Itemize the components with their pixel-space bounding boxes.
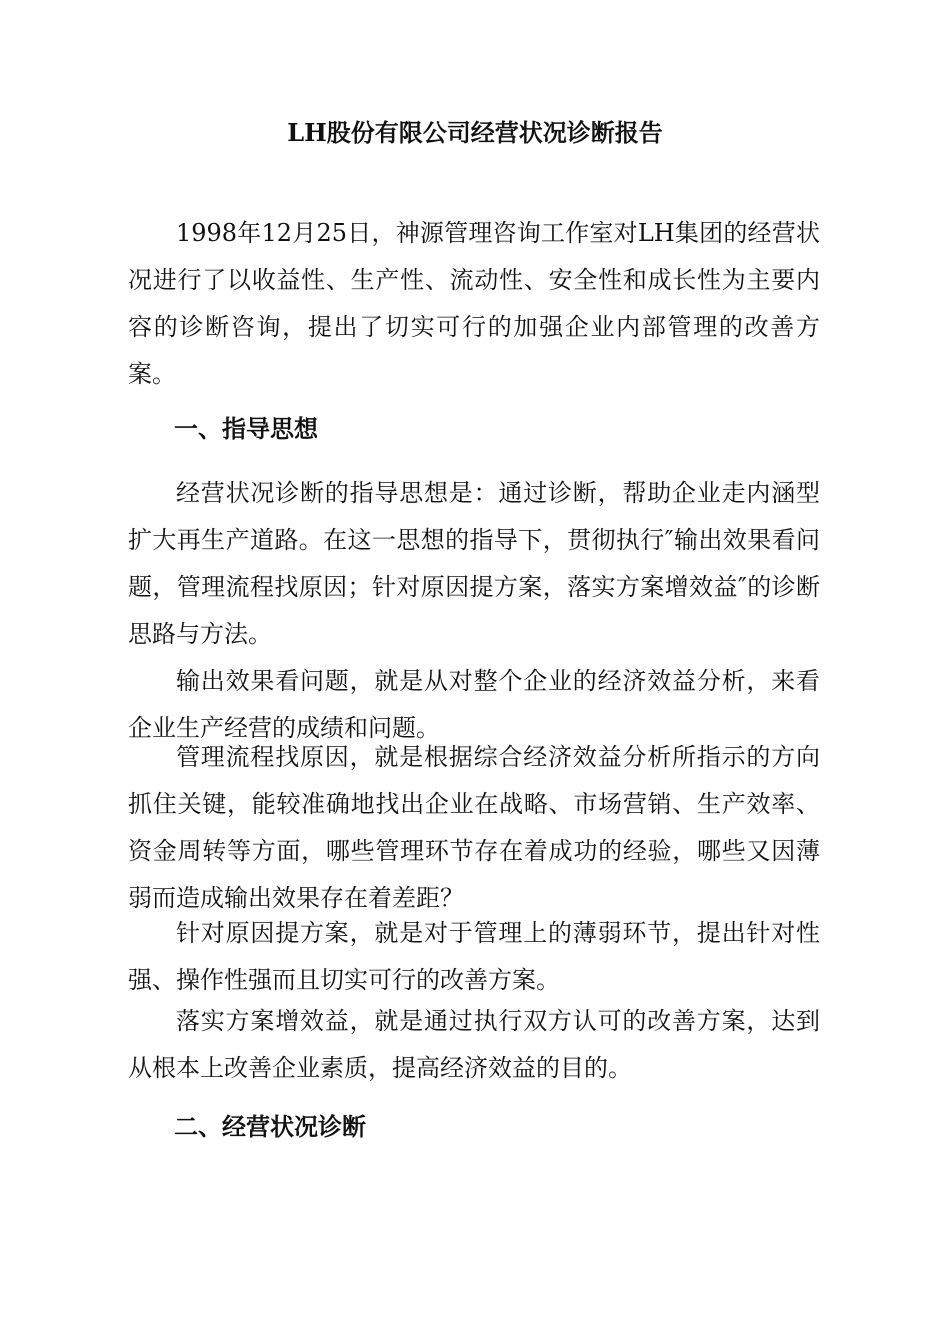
section1-paragraph-3: 管理流程找原因，就是根据综合经济效益分析所指示的方向抓住关键，能较准确地找出企业在战略、市场营销、生产效率、资金周转等方面，哪些管理环节存在着成功的经验，哪些又因薄弱而造成输出效果存在着差距？ [128,743,820,912]
section1-paragraph-1: 经营状况诊断的指导思想是：通过诊断，帮助企业走内涵型扩大再生产道路。在这一思想的指导下，贯彻执行″输出效果看问题，管理流程找原因；针对原因提方案，落实方案增效益″的诊断思路与方法。 [128,479,820,648]
section1-paragraph-4: 针对原因提方案，就是对于管理上的薄弱环节，提出针对性强、操作性强而且切实可行的改善方案。 [128,919,820,994]
section1-paragraph-5: 落实方案增效益，就是通过执行双方认可的改善方案，达到从根本上改善企业素质，提高经济效益的目的。 [128,1007,820,1082]
document-title: LH股份有限公司经营状况诊断报告 [287,118,663,147]
section-heading-business-diagnosis: 二、经营状况诊断 [174,1112,366,1141]
section-heading-guiding-ideology: 一、指导思想 [174,414,318,443]
section1-paragraph-2: 输出效果看问题，就是从对整个企业的经济效益分析，来看企业生产经营的成绩和问题。 [128,667,820,742]
intro-paragraph: 1998年12月25日，神源管理咨询工作室对LH集团的经营状况进行了以收益性、生产性、流动性、安全性和成长性为主要内容的诊断咨询，提出了切实可行的加强企业内部管理的改善方案。 [128,219,820,388]
